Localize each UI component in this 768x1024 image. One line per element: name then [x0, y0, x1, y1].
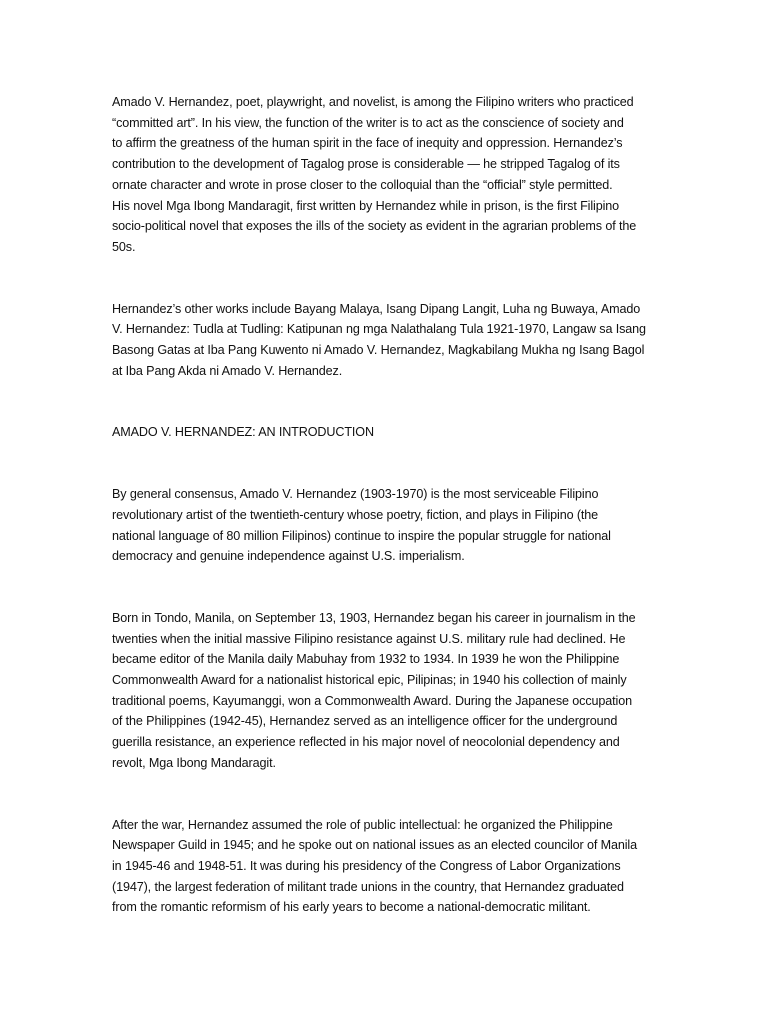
- paragraph-spacer: [112, 443, 660, 484]
- paragraph-spacer: [112, 258, 660, 299]
- paragraph-biography: Born in Tondo, Manila, on September 13, 1903, Hernandez began his career in journalism in the twenties when the initial massive Filipino resistance against U.S. military rule had declined. He became editor of the Manila daily Mabuhay from 1932 to 1934. In 1939 he won the Philippine Commonwealth Award for a nationalist historical epic, Pilipinas; in 1940 his collection of mainly traditional poems, Kayumanggi, won a Commonwealth Award. During the Japanese occupation of the Philippines (1942-45), Hernandez served as an intelligence officer for the underground guerilla resistance, an experience reflected in his major novel of neocolonial dependency and revolt, Mga Ibong Mandaragit.: [112, 610, 636, 770]
- paragraph-consensus: By general consensus, Amado V. Hernandez (1903-1970) is the most serviceable Filipino revolutionary artist of the twentieth-century whose poetry, fiction, and plays in Filipino (the national language of 80 million Filipinos) continue to inspire the popular struggle for national democracy and genuine independence against U.S. imperialism.: [112, 487, 611, 564]
- section-heading: AMADO V. HERNANDEZ: AN INTRODUCTION: [112, 425, 374, 440]
- paragraph-spacer: [112, 381, 660, 422]
- paragraph-postwar: After the war, Hernandez assumed the role of public intellectual: he organized the Philippine Newspaper Guild in 1945; and he spoke out on national issues as an elected councilor of Manila in 1945-46 and 1948-51. It was during his presidency of the Congress of Labor Organizations (1947), the largest federation of militant trade unions in the country, that Hernandez graduated from the romantic reformism of his early years to become a national-democratic militant.: [112, 817, 637, 915]
- paragraph-spacer: [112, 567, 660, 608]
- paragraph-spacer: [112, 774, 660, 815]
- paragraph-intro: Amado V. Hernandez, poet, playwright, and novelist, is among the Filipino writers who practiced “committed art”. In his view, the function of the writer is to act as the conscience of society and to affirm the greatness of the human spirit in the face of inequity and oppression. Hernandez’s contribution to the development of Tagalog prose is considerable — he stripped Tagalog of its ornate character and wrote in prose closer to the colloquial than the “official” style permitted. His novel Mga Ibong Mandaragit, first written by Hernandez while in prison, is the first Filipino socio-political novel that exposes the ills of the society as evident in the agrarian problems of the 50s.: [112, 95, 637, 254]
- document-page: [112, 92, 660, 918]
- paragraph-other-works: Hernandez’s other works include Bayang Malaya, Isang Dipang Langit, Luha ng Buwaya, Amado V. Hernandez: Tudla at Tudling: Katipunan ng mga Nalathalang Tula 1921-1970, Langaw sa Isang Basong Gatas at Iba Pang Kuwento ni Amado V. Hernandez, Magkabilang Mukha ng Isang Bagol at Iba Pang Akda ni Amado V. Hernandez.: [112, 301, 646, 378]
